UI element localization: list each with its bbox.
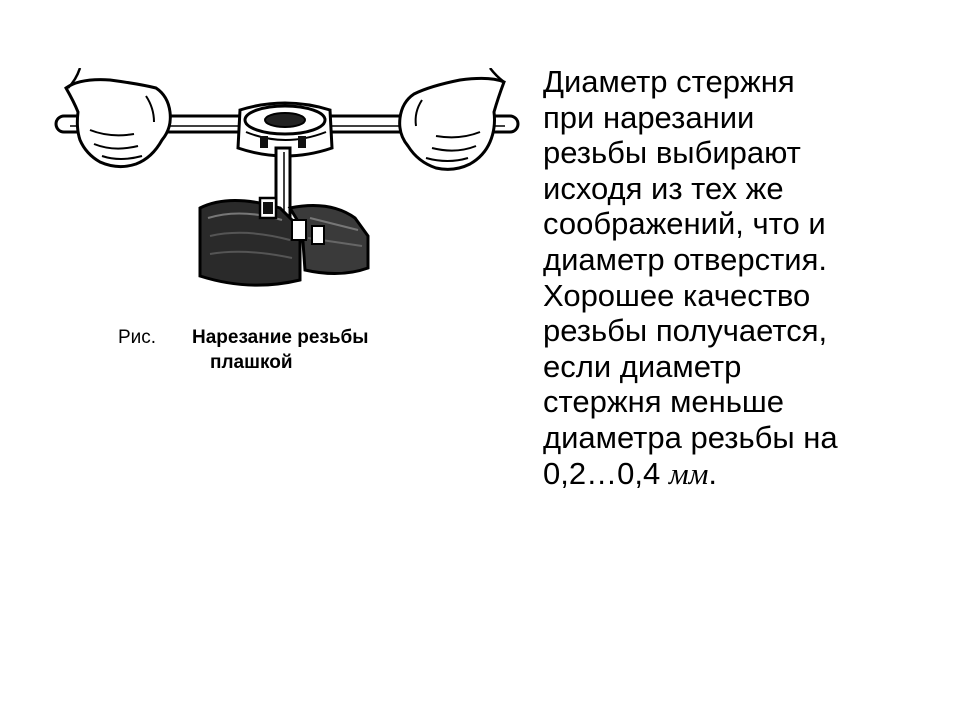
unit-mm: мм [668,455,709,491]
hands-turning-die-stock-icon [50,68,520,298]
body-line: если диаметр [543,348,742,384]
figure-label: Рис. [118,327,157,348]
body-line: стержня меньше [543,384,785,420]
body-line: исходя из тех же [543,170,784,206]
body-line: Диаметр стержня [543,64,795,99]
sentence-end: . [708,455,718,491]
body-line: при нарезании [543,99,755,135]
figure-title-line-1: Нарезание резьбы [192,327,369,348]
body-last-line [543,456,953,492]
body-line: резьбы получается, [543,313,828,349]
figure-title-line-2: плашкой [210,352,293,373]
body-line: резьбы выбирают [543,135,801,171]
body-line: Хорошее качество [543,277,811,313]
body-line: диаметр отверстия. [543,241,827,277]
body-paragraph [543,64,953,491]
range-value: 0,2…0,4 [543,455,669,491]
body-line: соображений, что и [543,206,826,242]
body-line: диаметра резьбы на [543,419,838,455]
